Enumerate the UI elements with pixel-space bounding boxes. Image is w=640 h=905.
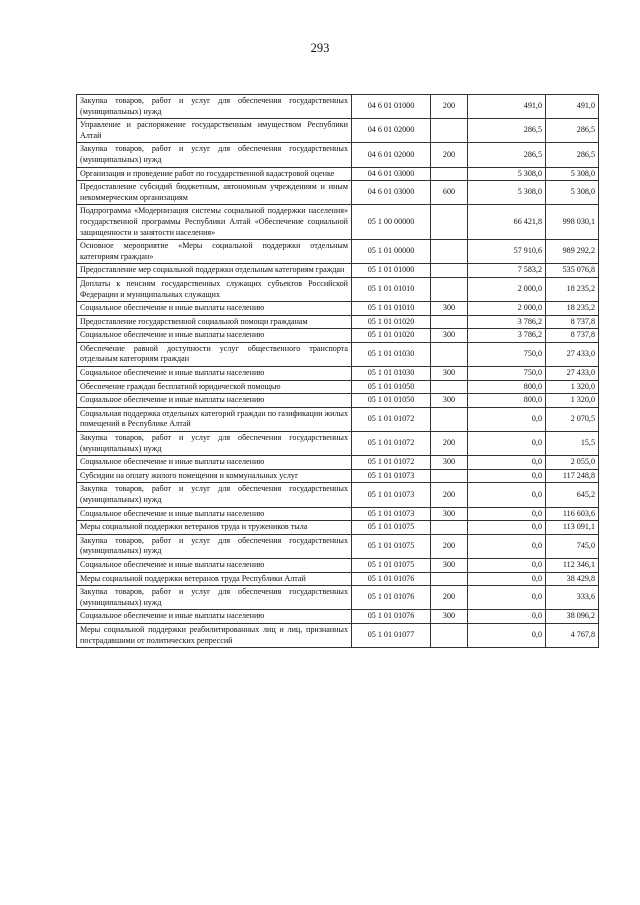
table-row [77, 315, 599, 329]
row-code-cell: 04 6 01 02000 [352, 119, 431, 143]
row-expense-type-cell: 300 [431, 507, 468, 521]
row-amount-2-cell: 333,6 [546, 586, 599, 610]
row-amount-2-cell: 645,2 [546, 483, 599, 507]
row-name-cell: Меры социальной поддержки ветеранов труда и тружеников тыла [77, 521, 352, 535]
row-expense-type-cell [431, 167, 468, 181]
row-code-cell: 05 1 01 01073 [352, 469, 431, 483]
table-row [77, 507, 599, 521]
row-amount-1-cell: 2 000,0 [468, 277, 546, 301]
row-code-cell: 04 6 01 03000 [352, 167, 431, 181]
row-code-cell: 04 6 01 02000 [352, 143, 431, 167]
row-amount-2-cell: 998 030,1 [546, 205, 599, 240]
row-expense-type-cell [431, 342, 468, 366]
row-amount-2-cell: 286,5 [546, 143, 599, 167]
row-code-cell: 05 1 01 01030 [352, 367, 431, 381]
row-code-cell: 05 1 01 01076 [352, 572, 431, 586]
row-amount-2-cell: 491,0 [546, 95, 599, 119]
row-amount-1-cell: 0,0 [468, 432, 546, 456]
row-expense-type-cell: 300 [431, 329, 468, 343]
row-expense-type-cell: 200 [431, 143, 468, 167]
row-amount-2-cell: 116 603,6 [546, 507, 599, 521]
row-expense-type-cell: 300 [431, 302, 468, 316]
budget-table-body [77, 95, 599, 648]
table-row [77, 407, 599, 431]
row-amount-1-cell: 286,5 [468, 119, 546, 143]
row-amount-2-cell: 286,5 [546, 119, 599, 143]
table-row [77, 534, 599, 558]
row-amount-1-cell: 0,0 [468, 456, 546, 470]
table-row [77, 394, 599, 408]
row-expense-type-cell [431, 205, 468, 240]
row-expense-type-cell: 300 [431, 610, 468, 624]
row-amount-1-cell: 0,0 [468, 534, 546, 558]
row-name-cell: Закупка товаров, работ и услуг для обеспечения государственных (муниципальных) нужд [77, 432, 352, 456]
table-row [77, 483, 599, 507]
row-name-cell: Доплаты к пенсиям государственных служащих субъектов Российской Федерации и муниципальных служащих [77, 277, 352, 301]
table-row [77, 469, 599, 483]
row-amount-2-cell: 535 076,8 [546, 264, 599, 278]
row-amount-1-cell: 5 308,0 [468, 167, 546, 181]
row-amount-2-cell: 113 091,1 [546, 521, 599, 535]
row-amount-2-cell: 4 767,8 [546, 623, 599, 647]
row-code-cell: 05 1 01 01076 [352, 586, 431, 610]
table-row [77, 558, 599, 572]
row-amount-1-cell: 750,0 [468, 342, 546, 366]
row-expense-type-cell: 300 [431, 394, 468, 408]
row-name-cell: Закупка товаров, работ и услуг для обеспечения государственных (муниципальных) нужд [77, 95, 352, 119]
table-row [77, 432, 599, 456]
table-row [77, 302, 599, 316]
row-amount-2-cell: 2 070,5 [546, 407, 599, 431]
row-amount-1-cell: 0,0 [468, 469, 546, 483]
table-row [77, 205, 599, 240]
row-code-cell: 05 1 01 01075 [352, 558, 431, 572]
row-amount-1-cell: 0,0 [468, 623, 546, 647]
row-amount-2-cell: 989 292,2 [546, 240, 599, 264]
row-name-cell: Организация и проведение работ по государственной кадастровой оценке [77, 167, 352, 181]
row-amount-1-cell: 0,0 [468, 521, 546, 535]
row-amount-2-cell: 38 429,8 [546, 572, 599, 586]
row-code-cell: 05 1 01 01050 [352, 380, 431, 394]
row-amount-1-cell: 0,0 [468, 572, 546, 586]
row-expense-type-cell [431, 240, 468, 264]
row-amount-1-cell: 0,0 [468, 483, 546, 507]
row-name-cell: Социальное обеспечение и иные выплаты населению [77, 558, 352, 572]
row-name-cell: Социальная поддержка отдельных категорий граждан по газификации жилых помещений в Республике Алтай [77, 407, 352, 431]
row-name-cell: Социальное обеспечение и иные выплаты населению [77, 394, 352, 408]
page-number: 293 [310, 41, 330, 55]
table-row [77, 456, 599, 470]
row-amount-2-cell: 38 096,2 [546, 610, 599, 624]
row-code-cell: 05 1 01 01010 [352, 302, 431, 316]
row-name-cell: Субсидии на оплату жилого помещения и коммунальных услуг [77, 469, 352, 483]
row-amount-1-cell: 491,0 [468, 95, 546, 119]
row-name-cell: Закупка товаров, работ и услуг для обеспечения государственных (муниципальных) нужд [77, 586, 352, 610]
row-code-cell: 05 1 01 00000 [352, 240, 431, 264]
row-amount-2-cell: 745,0 [546, 534, 599, 558]
row-amount-2-cell: 2 055,0 [546, 456, 599, 470]
row-amount-1-cell: 66 421,8 [468, 205, 546, 240]
row-expense-type-cell [431, 315, 468, 329]
row-code-cell: 05 1 00 00000 [352, 205, 431, 240]
row-expense-type-cell: 200 [431, 432, 468, 456]
row-amount-1-cell: 3 786,2 [468, 329, 546, 343]
row-name-cell: Социальное обеспечение и иные выплаты населению [77, 329, 352, 343]
table-row [77, 95, 599, 119]
row-code-cell: 05 1 01 01072 [352, 432, 431, 456]
row-expense-type-cell: 200 [431, 483, 468, 507]
table-row [77, 277, 599, 301]
table-row [77, 143, 599, 167]
row-name-cell: Социальное обеспечение и иные выплаты населению [77, 610, 352, 624]
row-name-cell: Социальное обеспечение и иные выплаты населению [77, 367, 352, 381]
row-code-cell: 04 6 01 03000 [352, 181, 431, 205]
row-code-cell: 05 1 01 01072 [352, 456, 431, 470]
row-amount-2-cell: 8 737,8 [546, 329, 599, 343]
row-code-cell: 05 1 01 01076 [352, 610, 431, 624]
row-code-cell: 04 6 01 01000 [352, 95, 431, 119]
table-row [77, 342, 599, 366]
row-amount-1-cell: 3 786,2 [468, 315, 546, 329]
row-amount-2-cell: 5 308,0 [546, 181, 599, 205]
row-amount-1-cell: 800,0 [468, 380, 546, 394]
row-code-cell: 05 1 01 01077 [352, 623, 431, 647]
table-row [77, 586, 599, 610]
row-name-cell: Обеспечение равной доступности услуг общественного транспорта отдельным категориям граждан [77, 342, 352, 366]
row-name-cell: Закупка товаров, работ и услуг для обеспечения государственных (муниципальных) нужд [77, 143, 352, 167]
row-name-cell: Предоставление мер социальной поддержки отдельным категориям граждан [77, 264, 352, 278]
row-name-cell: Основное мероприятие «Меры социальной поддержки отдельным категориям граждан» [77, 240, 352, 264]
row-amount-1-cell: 0,0 [468, 558, 546, 572]
row-expense-type-cell [431, 521, 468, 535]
table-row [77, 329, 599, 343]
row-expense-type-cell: 300 [431, 558, 468, 572]
row-name-cell: Обеспечение граждан бесплатной юридической помощью [77, 380, 352, 394]
row-amount-1-cell: 2 000,0 [468, 302, 546, 316]
row-name-cell: Закупка товаров, работ и услуг для обеспечения государственных (муниципальных) нужд [77, 483, 352, 507]
row-amount-2-cell: 1 320,0 [546, 394, 599, 408]
row-name-cell: Управление и распоряжение государственным имуществом Республики Алтай [77, 119, 352, 143]
table-row [77, 623, 599, 647]
row-name-cell: Социальное обеспечение и иные выплаты населению [77, 456, 352, 470]
row-expense-type-cell [431, 380, 468, 394]
table-row [77, 521, 599, 535]
row-expense-type-cell [431, 277, 468, 301]
row-amount-2-cell: 112 346,1 [546, 558, 599, 572]
row-name-cell: Социальное обеспечение и иные выплаты населению [77, 302, 352, 316]
table-row [77, 572, 599, 586]
row-code-cell: 05 1 01 01000 [352, 264, 431, 278]
row-name-cell: Предоставление государственной социальной помощи гражданам [77, 315, 352, 329]
row-name-cell: Меры социальной поддержки ветеранов труда Республики Алтай [77, 572, 352, 586]
row-amount-2-cell: 5 308,0 [546, 167, 599, 181]
row-name-cell: Предоставление субсидий бюджетным, автономным учреждениям и иным некоммерческим организациям [77, 181, 352, 205]
row-amount-1-cell: 286,5 [468, 143, 546, 167]
table-row [77, 167, 599, 181]
row-amount-1-cell: 0,0 [468, 507, 546, 521]
row-expense-type-cell [431, 407, 468, 431]
row-amount-1-cell: 57 910,6 [468, 240, 546, 264]
row-amount-2-cell: 8 737,8 [546, 315, 599, 329]
row-code-cell: 05 1 01 01050 [352, 394, 431, 408]
row-amount-2-cell: 18 235,2 [546, 277, 599, 301]
table-row [77, 380, 599, 394]
table-row [77, 367, 599, 381]
row-amount-2-cell: 27 433,0 [546, 367, 599, 381]
row-amount-2-cell: 15,5 [546, 432, 599, 456]
row-amount-2-cell: 27 433,0 [546, 342, 599, 366]
row-amount-2-cell: 1 320,0 [546, 380, 599, 394]
row-code-cell: 05 1 01 01075 [352, 521, 431, 535]
table-row [77, 264, 599, 278]
table-row [77, 240, 599, 264]
budget-table [76, 94, 599, 648]
row-code-cell: 05 1 01 01073 [352, 507, 431, 521]
row-expense-type-cell: 200 [431, 95, 468, 119]
table-row [77, 610, 599, 624]
row-amount-1-cell: 750,0 [468, 367, 546, 381]
row-amount-1-cell: 5 308,0 [468, 181, 546, 205]
row-code-cell: 05 1 01 01010 [352, 277, 431, 301]
row-expense-type-cell [431, 572, 468, 586]
row-amount-1-cell: 0,0 [468, 610, 546, 624]
row-amount-1-cell: 0,0 [468, 586, 546, 610]
row-code-cell: 05 1 01 01030 [352, 342, 431, 366]
row-code-cell: 05 1 01 01075 [352, 534, 431, 558]
row-code-cell: 05 1 01 01072 [352, 407, 431, 431]
row-code-cell: 05 1 01 01020 [352, 329, 431, 343]
row-name-cell: Подпрограмма «Модернизация системы социальной поддержки населения» государственной программы Республики Алтай «Обеспечение социальной защищенности и занятости населения» [77, 205, 352, 240]
row-expense-type-cell: 200 [431, 586, 468, 610]
row-expense-type-cell: 200 [431, 534, 468, 558]
row-name-cell: Закупка товаров, работ и услуг для обеспечения государственных (муниципальных) нужд [77, 534, 352, 558]
row-expense-type-cell: 600 [431, 181, 468, 205]
table-row [77, 181, 599, 205]
row-expense-type-cell: 300 [431, 367, 468, 381]
row-expense-type-cell [431, 623, 468, 647]
row-code-cell: 05 1 01 01020 [352, 315, 431, 329]
row-expense-type-cell [431, 264, 468, 278]
row-expense-type-cell: 300 [431, 456, 468, 470]
row-name-cell: Социальное обеспечение и иные выплаты населению [77, 507, 352, 521]
row-amount-2-cell: 117 248,8 [546, 469, 599, 483]
row-amount-1-cell: 800,0 [468, 394, 546, 408]
row-expense-type-cell [431, 469, 468, 483]
row-amount-1-cell: 0,0 [468, 407, 546, 431]
row-code-cell: 05 1 01 01073 [352, 483, 431, 507]
row-expense-type-cell [431, 119, 468, 143]
row-amount-2-cell: 18 235,2 [546, 302, 599, 316]
row-amount-1-cell: 7 583,2 [468, 264, 546, 278]
table-row [77, 119, 599, 143]
row-name-cell: Меры социальной поддержки реабилитированных лиц и лиц, признанных пострадавшими от политических репрессий [77, 623, 352, 647]
